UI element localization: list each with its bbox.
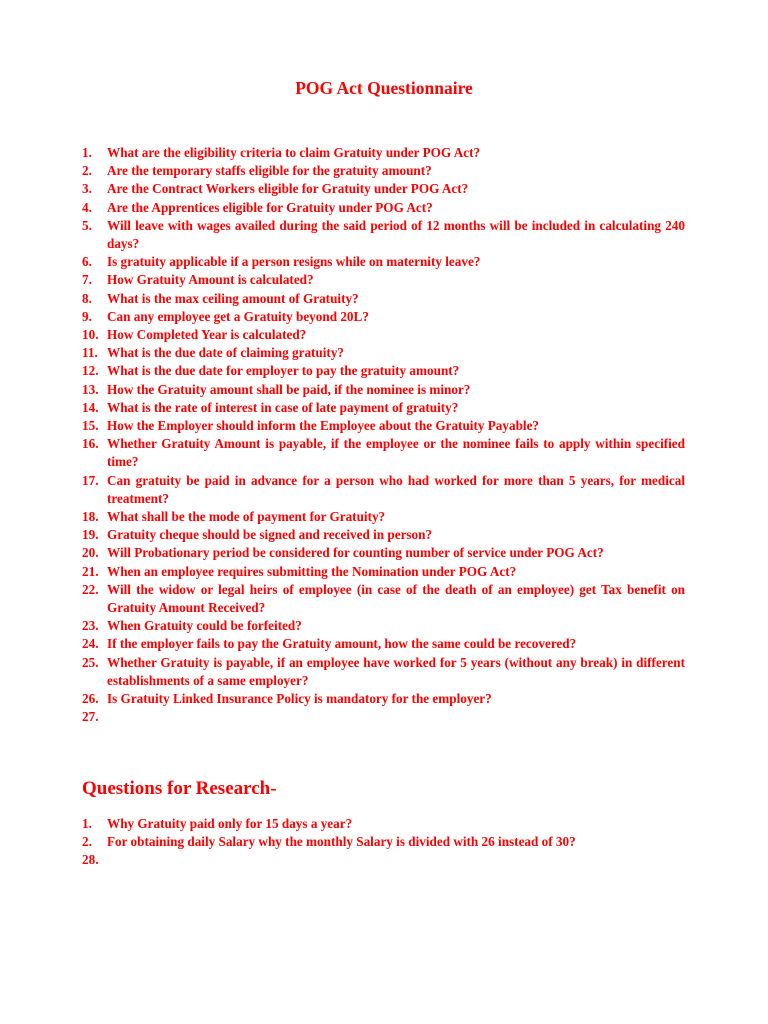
list-item xyxy=(82,326,685,344)
item-text: What is the due date of claiming gratuity? xyxy=(107,345,345,361)
list-item xyxy=(82,563,685,581)
item-number: 6. xyxy=(82,254,92,270)
list-item xyxy=(82,144,685,162)
item-number: 23. xyxy=(82,618,99,634)
list-item xyxy=(82,833,685,851)
item-text: How the Gratuity amount shall be paid, if the nominee is minor? xyxy=(107,381,471,397)
item-number: 20. xyxy=(82,545,99,561)
item-number: 11. xyxy=(82,345,98,361)
item-number: 18. xyxy=(82,509,99,525)
item-text: Can any employee get a Gratuity beyond 20L? xyxy=(107,308,369,324)
item-text: Whether Gratuity is payable, if an employee have worked for 5 years (without any break) in different establishments of a same employer? xyxy=(107,654,685,688)
questionnaire-list xyxy=(82,144,685,725)
item-text: Are the Apprentices eligible for Gratuity under POG Act? xyxy=(107,199,433,215)
item-text: How the Employer should inform the Employee about the Gratuity Payable? xyxy=(107,418,540,434)
list-item xyxy=(82,399,685,417)
item-text: Are the temporary staffs eligible for the gratuity amount? xyxy=(107,163,432,179)
list-item xyxy=(82,635,685,653)
list-item xyxy=(82,308,685,326)
item-number: 2. xyxy=(82,163,92,179)
item-number: 4. xyxy=(82,199,92,215)
list-item xyxy=(82,690,685,708)
list-item xyxy=(82,654,685,690)
item-number: 12. xyxy=(82,363,99,379)
item-number: 5. xyxy=(82,217,92,233)
item-number: 24. xyxy=(82,636,99,652)
item-number: 19. xyxy=(82,527,99,543)
item-text: Gratuity cheque should be signed and received in person? xyxy=(107,527,433,543)
item-text: What is the max ceiling amount of Gratuity? xyxy=(107,290,359,306)
list-item xyxy=(82,815,685,833)
item-number: 15. xyxy=(82,418,99,434)
list-item xyxy=(82,544,685,562)
list-item xyxy=(82,290,685,308)
item-text: If the employer fails to pay the Gratuity amount, how the same could be recovered? xyxy=(107,636,577,652)
list-item xyxy=(82,435,685,471)
item-text: For obtaining daily Salary why the monthly Salary is divided with 26 instead of 30? xyxy=(107,834,576,850)
item-number: 7. xyxy=(82,272,92,288)
item-text: Will leave with wages availed during the said period of 12 months will be included in calculating 240 days? xyxy=(107,217,685,252)
list-item xyxy=(82,199,685,217)
list-item xyxy=(82,617,685,635)
item-text: How Gratuity Amount is calculated? xyxy=(107,272,314,288)
item-number: 10. xyxy=(82,327,99,343)
item-number: 21. xyxy=(82,563,99,579)
list-item xyxy=(82,362,685,380)
item-number: 9. xyxy=(82,308,92,324)
list-item xyxy=(82,417,685,435)
item-number: 1. xyxy=(82,145,92,160)
item-number: 3. xyxy=(82,181,92,197)
item-number: 14. xyxy=(82,399,99,415)
item-text: When an employee requires submitting the Nomination under POG Act? xyxy=(107,563,517,579)
item-text: What is the rate of interest in case of late payment of gratuity? xyxy=(107,399,459,415)
document-title: POG Act Questionnaire xyxy=(295,78,473,98)
item-text: Whether Gratuity Amount is payable, if the employee or the nominee fails to apply within specified time? xyxy=(107,436,685,470)
item-text: How Completed Year is calculated? xyxy=(107,327,307,343)
list-item xyxy=(82,271,685,289)
list-item xyxy=(82,381,685,399)
list-item xyxy=(82,162,685,180)
item-text: Can gratuity be paid in advance for a person who had worked for more than 5 years, for medical treatment? xyxy=(107,472,685,506)
list-item xyxy=(82,217,685,253)
list-item xyxy=(82,253,685,271)
item-number: 28. xyxy=(82,852,99,868)
list-item xyxy=(82,472,685,508)
list-item xyxy=(82,180,685,198)
item-number: 27. xyxy=(82,709,99,725)
research-questions-list xyxy=(82,815,685,868)
item-text: Is gratuity applicable if a person resigns while on maternity leave? xyxy=(107,254,481,270)
list-item xyxy=(82,581,685,617)
item-text: When Gratuity could be forfeited? xyxy=(107,618,302,634)
item-number: 22. xyxy=(82,581,99,597)
list-item xyxy=(82,526,685,544)
item-text: Will Probationary period be considered for counting number of service under POG Act? xyxy=(107,545,604,561)
item-number: 17. xyxy=(82,472,99,488)
item-text: What are the eligibility criteria to claim Gratuity under POG Act? xyxy=(107,145,481,160)
item-text: Is Gratuity Linked Insurance Policy is mandatory for the employer? xyxy=(107,691,492,707)
item-text: Will the widow or legal heirs of employee (in case of the death of an employee) get Tax benefit on Gratuity Amount Received? xyxy=(107,581,685,616)
item-number: 13. xyxy=(82,381,99,397)
item-text: Why Gratuity paid only for 15 days a year? xyxy=(107,816,353,831)
list-item xyxy=(82,344,685,362)
item-number: 25. xyxy=(82,654,99,670)
item-text: What shall be the mode of payment for Gratuity? xyxy=(107,509,386,525)
item-text: Are the Contract Workers eligible for Gratuity under POG Act? xyxy=(107,181,469,197)
item-text: What is the due date for employer to pay the gratuity amount? xyxy=(107,363,460,379)
item-number: 26. xyxy=(82,691,99,707)
item-number: 8. xyxy=(82,290,92,306)
research-heading: Questions for Research- xyxy=(82,778,277,799)
item-number: 2. xyxy=(82,834,92,850)
item-number: 1. xyxy=(82,816,92,831)
item-number: 16. xyxy=(82,436,99,452)
list-item xyxy=(82,508,685,526)
